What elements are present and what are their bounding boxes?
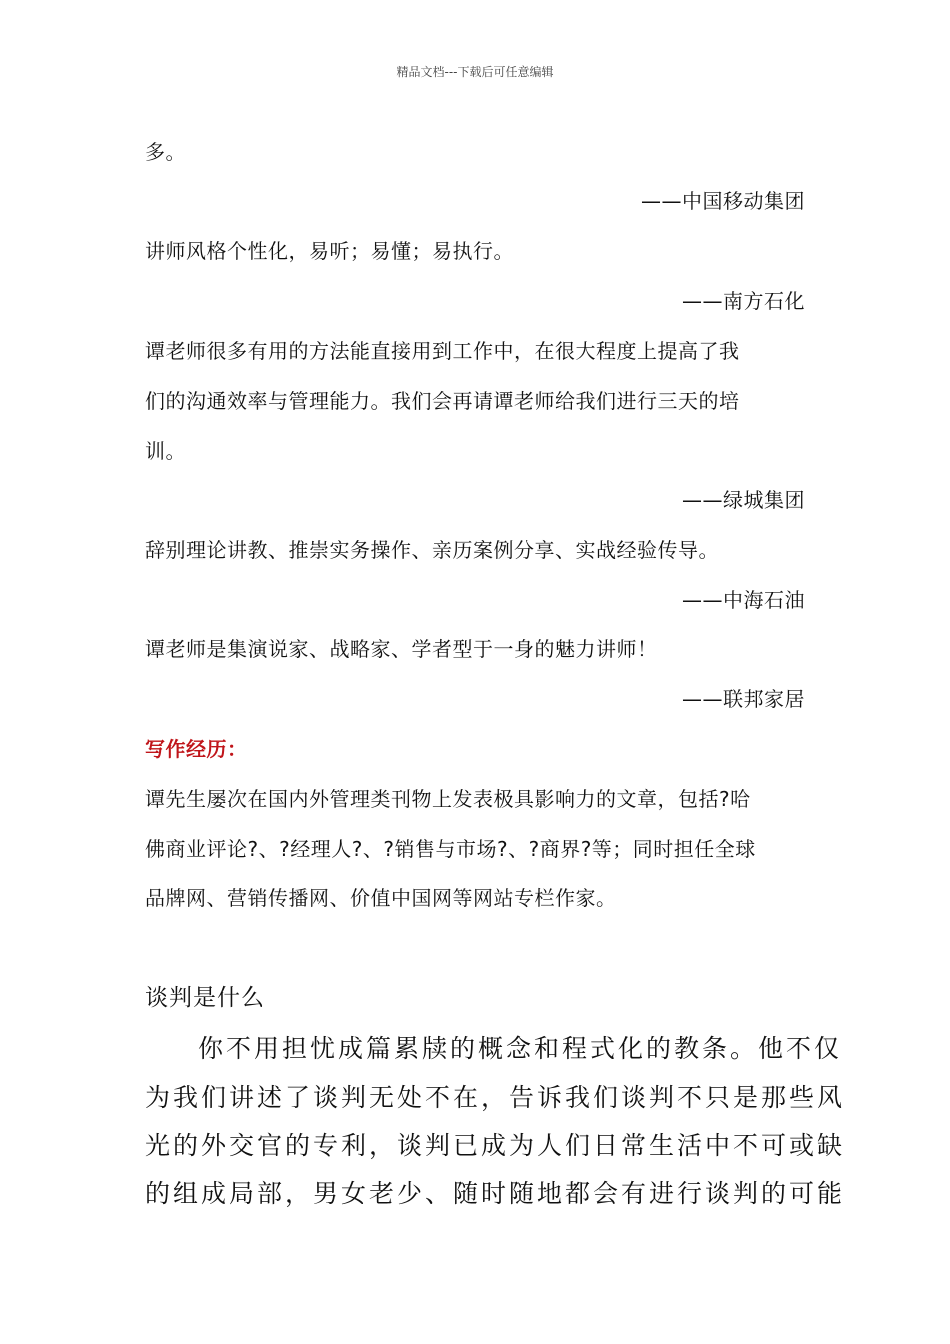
page-header: 精品文档---下载后可任意编辑 <box>396 65 554 79</box>
testimonial-2-text: 讲师风格个性化，易听；易懂；易执行。 <box>145 239 514 263</box>
section-title: 谈判是什么 <box>145 985 265 1011</box>
section-paragraph-line-4: 的组成局部，男女老少、随时随地都会有进行谈判的可能 <box>145 1179 846 1208</box>
testimonial-4-text: 辞别理论讲教、推崇实务操作、亲历案例分享、实战经验传导。 <box>145 538 719 562</box>
writing-line-2: 佛商业评论?、?经理人?、?销售与市场?、?商界?等；同时担任全球 <box>145 837 756 861</box>
section-paragraph-line-1: 你不用担忧成篇累牍的概念和程式化的教条。他不仅 <box>198 1034 843 1063</box>
testimonial-1-end: 多。 <box>145 140 186 164</box>
writing-line-1: 谭先生屡次在国内外管理类刊物上发表极具影响力的文章，包括?哈 <box>145 787 751 811</box>
section-paragraph-line-3: 光的外交官的专利，谈判已成为人们日常生活中不可或缺 <box>145 1131 846 1160</box>
testimonial-3-line-3: 训。 <box>145 439 186 463</box>
testimonial-3-line-1: 谭老师很多有用的方法能直接用到工作中，在很大程度上提高了我 <box>145 339 740 363</box>
writing-line-3: 品牌网、营销传播网、价值中国网等网站专栏作家。 <box>145 886 617 910</box>
testimonial-5-source: ——联邦家居 <box>682 687 805 711</box>
testimonial-3-source: ——绿城集团 <box>682 488 805 512</box>
testimonial-5-text: 谭老师是集演说家、战略家、学者型于一身的魅力讲师！ <box>145 637 658 661</box>
testimonial-3-line-2: 们的沟通效率与管理能力。我们会再请谭老师给我们进行三天的培 <box>145 389 740 413</box>
testimonial-1-source: ——中国移动集团 <box>641 189 805 213</box>
testimonial-4-source: ——中海石油 <box>682 588 805 612</box>
testimonial-2-source: ——南方石化 <box>682 289 805 313</box>
section-paragraph-line-2: 为我们讲述了谈判无处不在，告诉我们谈判不只是那些风 <box>145 1083 846 1112</box>
writing-heading: 写作经历： <box>145 737 248 761</box>
